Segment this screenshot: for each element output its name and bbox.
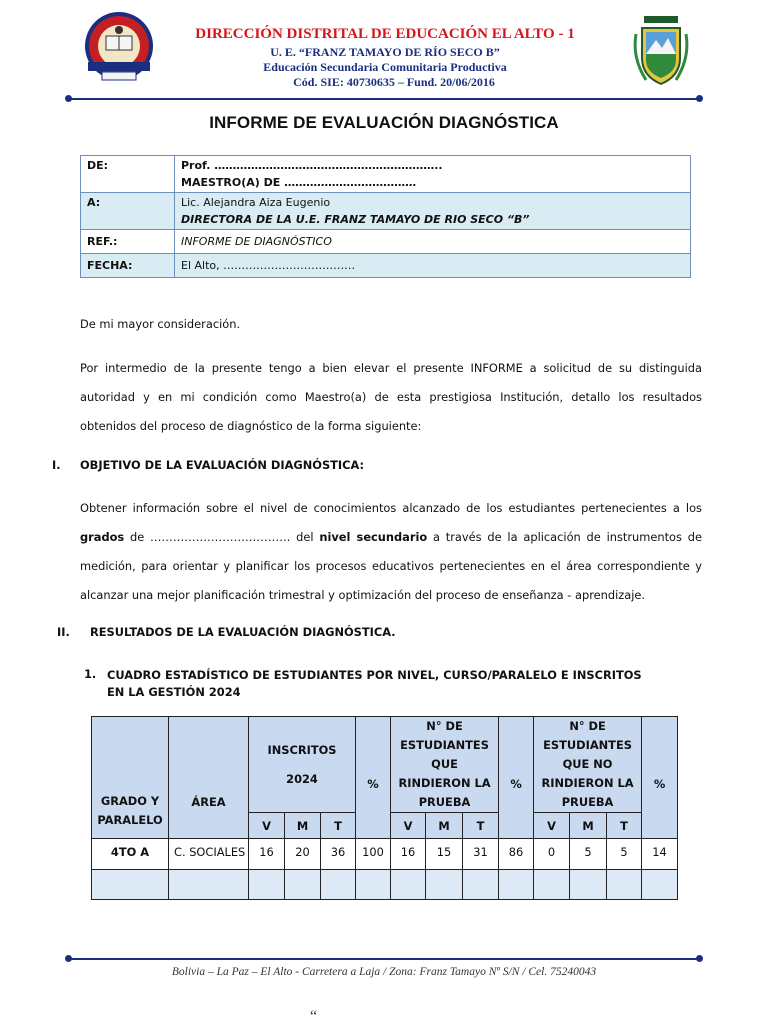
memo-de-value	[175, 156, 691, 193]
footer-divider-end-right	[696, 955, 703, 962]
header-inscritos-year: 2024	[286, 771, 318, 786]
objective-paragraph	[80, 494, 702, 610]
empty-cell	[249, 870, 285, 900]
cell-inscritos-m: 20	[285, 839, 321, 870]
cell-no-rindieron-pct: 14	[642, 839, 678, 870]
header-divider-end-right	[696, 95, 703, 102]
footer-divider-end-left	[65, 955, 72, 962]
empty-cell	[391, 870, 426, 900]
header-inscritos	[249, 717, 356, 813]
sub-no-rindieron-t: T	[607, 813, 642, 839]
cell-rindieron-m: 15	[426, 839, 463, 870]
cell-no-rindieron-t: 5	[607, 839, 642, 870]
empty-cell	[356, 870, 391, 900]
cell-inscritos-pct: 100	[356, 839, 391, 870]
empty-cell	[426, 870, 463, 900]
table-row-empty	[92, 870, 678, 900]
footer-divider	[70, 958, 698, 960]
school-name: U. E. “FRANZ TAMAYO DE RÍO SECO B”	[270, 45, 500, 59]
municipal-coat-of-arms-icon	[632, 14, 690, 90]
objective-bold-nivel: nivel secundario	[319, 530, 428, 544]
memo-header-table	[80, 155, 691, 278]
memo-ref-label: REF.:	[81, 230, 175, 254]
school-level: Educación Secundaria Comunitaria Productiva	[263, 60, 507, 74]
district-title: DIRECCIÓN DISTRITAL DE EDUCACIÓN EL ALTO - 1	[195, 26, 575, 42]
objective-text-2: de ………………………………. del	[124, 530, 320, 544]
section-2-number: II.	[57, 625, 70, 639]
empty-cell	[534, 870, 570, 900]
sub-inscritos-t: T	[321, 813, 356, 839]
cell-rindieron-pct: 86	[499, 839, 534, 870]
cell-rindieron-v: 16	[391, 839, 426, 870]
memo-fecha-value: El Alto, ………………………………	[175, 254, 691, 278]
cell-grado: 4TO A	[92, 839, 169, 870]
table-row	[92, 839, 678, 870]
header-pct-rindieron: %	[499, 717, 534, 839]
sub-rindieron-v: V	[391, 813, 426, 839]
memo-a-value	[175, 193, 691, 230]
empty-cell	[570, 870, 607, 900]
sub-no-rindieron-m: M	[570, 813, 607, 839]
intro-paragraph: Por intermedio de la presente tengo a bien elevar el presente INFORME a solicitud de su distinguida autoridad y en mi condición como Maestro(a) de esta prestigiosa Institución, detallo los resultados obtenidos del proceso de diagnóstico de la forma siguiente:	[80, 361, 702, 433]
section-1-title: OBJETIVO DE LA EVALUACIÓN DIAGNÓSTICA:	[80, 458, 365, 472]
section-2-title: RESULTADOS DE LA EVALUACIÓN DIAGNÓSTICA.	[90, 625, 396, 639]
objective-bold-grados: grados	[80, 530, 125, 544]
sub-rindieron-t: T	[463, 813, 499, 839]
greeting: De mi mayor consideración.	[80, 317, 241, 331]
cell-inscritos-t: 36	[321, 839, 356, 870]
header-pct-inscritos: %	[356, 717, 391, 839]
empty-cell	[92, 870, 169, 900]
memo-a-line2: DIRECTORA DE LA U.E. FRANZ TAMAYO DE RIO SECO “B”	[181, 213, 530, 226]
sub-no-rindieron-v: V	[534, 813, 570, 839]
header-rindieron: N° DE ESTUDIANTES QUE RINDIERON LA PRUEBA	[391, 717, 499, 813]
memo-a-label: A:	[81, 193, 175, 230]
header-pct-no-rindieron: %	[642, 717, 678, 839]
header-divider	[70, 98, 698, 100]
stats-header-row	[92, 717, 678, 813]
empty-cell	[463, 870, 499, 900]
sub-inscritos-m: M	[285, 813, 321, 839]
header-grado-paralelo: GRADO Y PARALELO	[92, 717, 169, 839]
empty-cell	[607, 870, 642, 900]
empty-cell	[169, 870, 249, 900]
item-1-number: 1.	[84, 667, 97, 681]
memo-de-label: DE:	[81, 156, 175, 193]
cell-area: C. SOCIALES	[169, 839, 249, 870]
document-title: INFORME DE EVALUACIÓN DIAGNÓSTICA	[209, 113, 559, 132]
cell-no-rindieron-m: 5	[570, 839, 607, 870]
memo-row-a	[81, 193, 691, 230]
section-1-number: I.	[52, 458, 61, 472]
header-no-rindieron: N° DE ESTUDIANTES QUE NO RINDIERON LA PRUEBA	[534, 717, 642, 813]
objective-text-3: a través de la aplicación de instrumentos de medición, para orientar y planificar los procesos educativos pertenecientes en el área correspondiente y alcanzar una mejor planificación trimestral y optimización del proceso de enseñanza - aprendizaje.	[80, 530, 702, 602]
sub-inscritos-v: V	[249, 813, 285, 839]
memo-ref-value: INFORME DE DIAGNÓSTICO	[175, 230, 691, 254]
cell-inscritos-v: 16	[249, 839, 285, 870]
memo-row-fecha	[81, 254, 691, 278]
school-code: Cód. SIE: 40730635 – Fund. 20/06/2016	[293, 75, 495, 89]
memo-de-line2: MAESTRO(A) DE ………………………………	[181, 176, 417, 189]
stats-table	[91, 716, 678, 900]
footer-address: Bolivia – La Paz – El Alto - Carretera a Laja / Zona: Franz Tamayo Nº S/N / Cel. 75240043	[171, 966, 597, 978]
empty-cell	[642, 870, 678, 900]
memo-de-line1: Prof. ……………………………………………………..	[181, 159, 443, 172]
memo-a-line1: Lic. Alejandra Aiza Eugenio	[181, 196, 331, 209]
memo-row-ref	[81, 230, 691, 254]
empty-cell	[499, 870, 534, 900]
memo-fecha-label: FECHA:	[81, 254, 175, 278]
item-1-title: CUADRO ESTADÍSTICO DE ESTUDIANTES POR NIVEL, CURSO/PARALELO E INSCRITOS EN LA GESTIÓN 2024	[107, 668, 642, 699]
header-inscritos-label: INSCRITOS	[267, 742, 337, 757]
footer-quote-mark: “	[310, 1008, 318, 1024]
cell-no-rindieron-v: 0	[534, 839, 570, 870]
header-divider-end-left	[65, 95, 72, 102]
header-area: ÁREA	[169, 717, 249, 839]
school-crest-icon	[82, 10, 156, 86]
memo-row-de	[81, 156, 691, 193]
objective-text-1: Obtener información sobre el nivel de conocimientos alcanzado de los estudiantes pertenecientes a los	[80, 501, 702, 515]
cell-rindieron-t: 31	[463, 839, 499, 870]
empty-cell	[321, 870, 356, 900]
empty-cell	[285, 870, 321, 900]
sub-rindieron-m: M	[426, 813, 463, 839]
